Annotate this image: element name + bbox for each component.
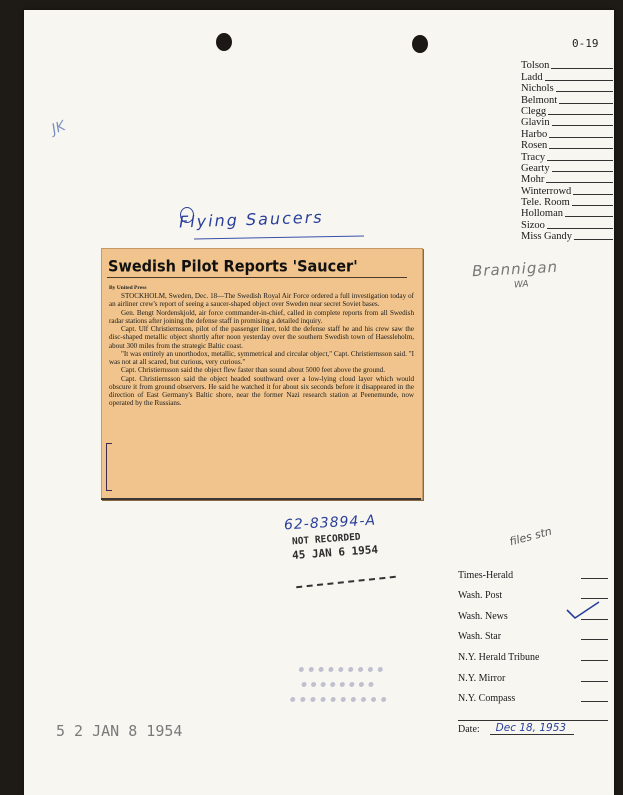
clipping-headline: Swedish Pilot Reports 'Saucer' (108, 258, 358, 276)
reference-code: 0-19 (572, 37, 599, 50)
publication-name: Wash. Post (458, 590, 503, 602)
received-stamp: 5 2 JAN 8 1954 (56, 722, 183, 740)
routing-line (552, 171, 613, 172)
routing-line (548, 114, 613, 115)
publication-name: N.Y. Herald Tribune (458, 651, 540, 663)
routing-name: Holloman (521, 208, 563, 220)
routing-line (559, 103, 613, 104)
recorded-date-stamp: 45 JAN 6 1954 (291, 543, 379, 562)
bleed-through-stamp (265, 622, 393, 712)
routing-name: Tele. Room (521, 197, 570, 209)
routing-line (572, 205, 613, 206)
routing-line (551, 68, 613, 69)
publication-name: Wash. Star (458, 631, 502, 643)
routing-item (521, 219, 613, 230)
routing-name: Sizoo (521, 219, 545, 231)
document-page (24, 10, 614, 795)
routing-name: Winterrowd (521, 185, 572, 197)
routing-line (549, 137, 613, 138)
routing-line (574, 239, 613, 240)
routing-line (546, 182, 613, 183)
clipping-credit: By United Press (109, 285, 147, 291)
stamp-line (296, 576, 396, 588)
handwritten-note: WA (513, 279, 530, 291)
routing-name: Harbo (521, 128, 548, 140)
routing-name: Belmont (521, 94, 558, 106)
publication-name: Wash. News (458, 610, 508, 622)
routing-item (521, 163, 613, 174)
routing-item (521, 128, 613, 139)
routing-item (521, 106, 613, 117)
publication-list (458, 560, 608, 704)
publication-name: N.Y. Mirror (458, 672, 506, 684)
routing-line (549, 148, 613, 149)
routing-line (547, 228, 613, 229)
date-value: Dec 18, 1953 (490, 722, 574, 735)
clipping-paragraph: Capt. Christiernsson said the object headed southward over a low-lying cloud layer which would obscure it from ground observers. He said he watched it for about six seconds before it disappeared in the direction of East Germany's Baltic shore, near the former Nazi research station at Peenemunde, now operated by the Russians. (109, 374, 414, 408)
routing-name: Ladd (521, 71, 543, 83)
routing-item (521, 94, 613, 105)
marginal-bracket (106, 443, 112, 491)
publication-name: Times-Herald (458, 569, 514, 581)
publication-item (458, 663, 608, 684)
publication-item (458, 622, 608, 643)
headline-rule (107, 277, 407, 278)
routing-name: Nichols (521, 83, 554, 95)
routing-item (521, 208, 613, 219)
routing-name: Clegg (521, 105, 547, 117)
routing-item (521, 71, 613, 82)
routing-item (521, 174, 613, 185)
routing-item (521, 117, 613, 128)
routing-name: Mohr (521, 174, 545, 186)
clipping-paragraph: Gen. Bengt Nordenskjold, air force commander-in-chief, called in complete reports from all Swedish radar stations after joining the defense staff in promising a detailed inquiry. (109, 308, 414, 325)
routing-item (521, 197, 613, 208)
publication-line (581, 681, 608, 682)
publication-line (581, 578, 608, 579)
publication-item (458, 642, 608, 663)
punch-hole (412, 35, 428, 53)
clipping-paragraph: "It was entirely an unorthodox, metallic, symmetrical and circular object," Capt. Christiernsson said. "I was not at all scared, but curious, very curious." (109, 349, 414, 366)
publication-line (581, 701, 608, 702)
routing-name: Glavin (521, 117, 550, 129)
handwritten-name: Brannigan (471, 257, 559, 281)
routing-line (565, 216, 613, 217)
clipping-bottom-rule (101, 498, 421, 500)
publication-line (581, 660, 608, 661)
routing-item (521, 185, 613, 196)
routing-line (545, 80, 613, 81)
routing-name: Miss Gandy (521, 231, 573, 243)
not-recorded-stamp: NOT RECORDED (291, 531, 361, 548)
routing-name: Rosen (521, 140, 548, 152)
routing-item (521, 151, 613, 162)
date-separator (458, 720, 608, 721)
routing-line (556, 91, 613, 92)
punch-hole (216, 33, 232, 51)
routing-item (521, 140, 613, 151)
routing-item (521, 60, 613, 71)
handwritten-initial: JK (49, 118, 68, 138)
check-mark (565, 600, 601, 620)
publication-name: N.Y. Compass (458, 693, 516, 705)
subject-underline (194, 236, 364, 240)
date-row (458, 722, 608, 735)
publication-item (458, 560, 608, 581)
publication-item (458, 684, 608, 705)
handwritten-file-number: 62-83894-A (283, 512, 377, 534)
publication-item (458, 581, 608, 602)
publication-line (581, 639, 608, 640)
clipping-paragraph: Capt. Ulf Christiernsson, pilot of the passenger liner, told the defense staff he and his crew saw the disc-shaped metallic object shortly after noon yesterday over the southern Swedish town of Haessleholm, about 300 miles from the strategic Baltic coast. (109, 325, 414, 350)
newspaper-clipping (101, 248, 423, 500)
routing-name: Tolson (521, 60, 550, 72)
clipping-body (109, 292, 414, 408)
routing-line (552, 125, 613, 126)
routing-line (547, 160, 613, 161)
date-label: Date: (458, 724, 480, 735)
routing-name: Tracy (521, 151, 546, 163)
routing-item (521, 83, 613, 94)
routing-item (521, 231, 613, 242)
handwritten-subject: Flying Saucers (178, 207, 324, 232)
routing-line (573, 194, 613, 195)
handwritten-files-note: files stn (508, 524, 554, 549)
clipping-paragraph: Capt. Christiernsson said the object flew faster than sound about 5000 feet above the ground. (121, 366, 385, 375)
clipping-paragraph: STOCKHOLM, Sweden, Dec. 18—The Swedish Royal Air Force ordered a full investigation today of an airliner crew's report of seeing a saucer-shaped object over Sweden near secret Soviet bases. (109, 292, 414, 309)
routing-name: Gearty (521, 162, 550, 174)
routing-list (521, 60, 613, 242)
